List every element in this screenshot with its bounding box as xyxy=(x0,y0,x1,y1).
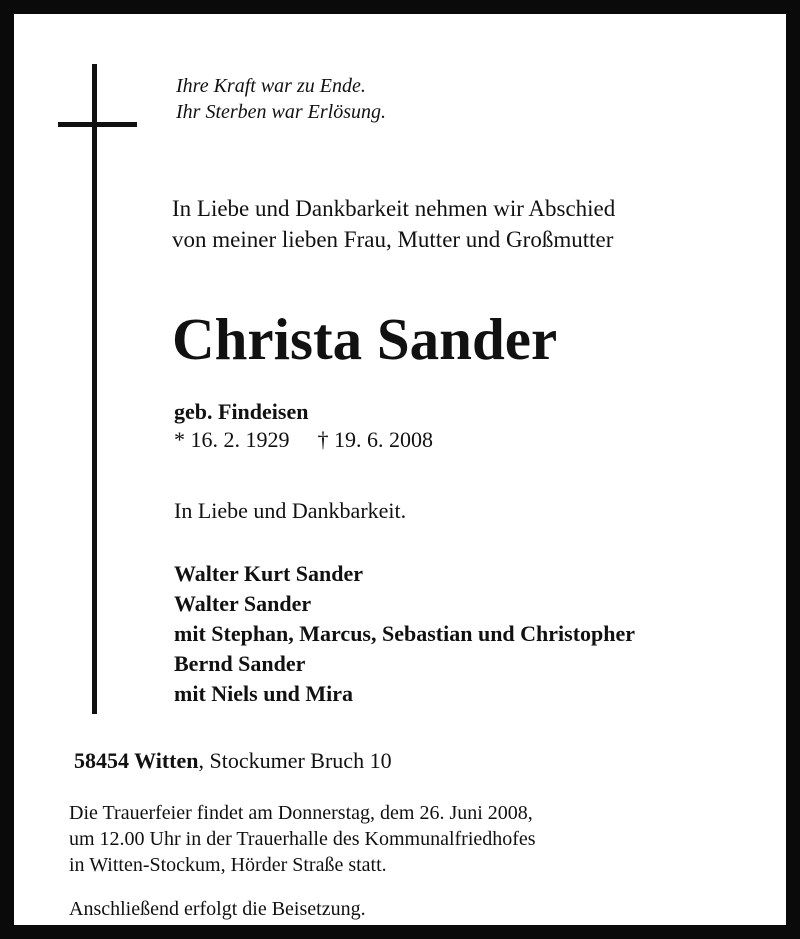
mourners-list xyxy=(174,559,635,709)
mourner: mit Stephan, Marcus, Sebastian und Christopher xyxy=(174,621,636,646)
deceased-name: Christa Sander xyxy=(172,306,558,372)
address-street: , Stockumer Bruch 10 xyxy=(198,748,392,773)
cross-icon-vertical xyxy=(92,64,97,714)
mourner: Walter Sander xyxy=(174,591,312,616)
birth-date: * 16. 2. 1929 xyxy=(174,427,290,452)
intro-line-1: In Liebe und Dankbarkeit nehmen wir Abschied xyxy=(172,196,616,221)
death-date: † 19. 6. 2008 xyxy=(317,427,433,452)
funeral-line-2: um 12.00 Uhr in der Trauerhalle des Kommunalfriedhofes xyxy=(69,828,536,850)
maiden-name: geb. Findeisen xyxy=(174,399,309,424)
mourner: Walter Kurt Sander xyxy=(174,561,364,586)
cross-icon-horizontal xyxy=(58,122,137,127)
gratitude-text: In Liebe und Dankbarkeit. xyxy=(174,498,407,523)
intro-text xyxy=(172,193,615,255)
motto-line-1: Ihre Kraft war zu Ende. xyxy=(176,75,366,97)
mourner: Bernd Sander xyxy=(174,651,306,676)
mourner: mit Niels und Mira xyxy=(174,681,354,706)
motto xyxy=(176,73,386,125)
funeral-line-3: in Witten-Stockum, Hörder Straße statt. xyxy=(69,854,387,876)
life-dates xyxy=(174,426,433,454)
burial-info: Anschließend erfolgt die Beisetzung. xyxy=(69,898,366,920)
motto-line-2: Ihr Sterben war Erlösung. xyxy=(176,101,386,123)
address xyxy=(74,747,392,775)
intro-line-2: von meiner lieben Frau, Mutter und Großmutter xyxy=(172,227,614,252)
address-city: 58454 Witten xyxy=(74,748,199,773)
funeral-info xyxy=(69,800,536,878)
funeral-line-1: Die Trauerfeier findet am Donnerstag, dem 26. Juni 2008, xyxy=(69,802,533,824)
